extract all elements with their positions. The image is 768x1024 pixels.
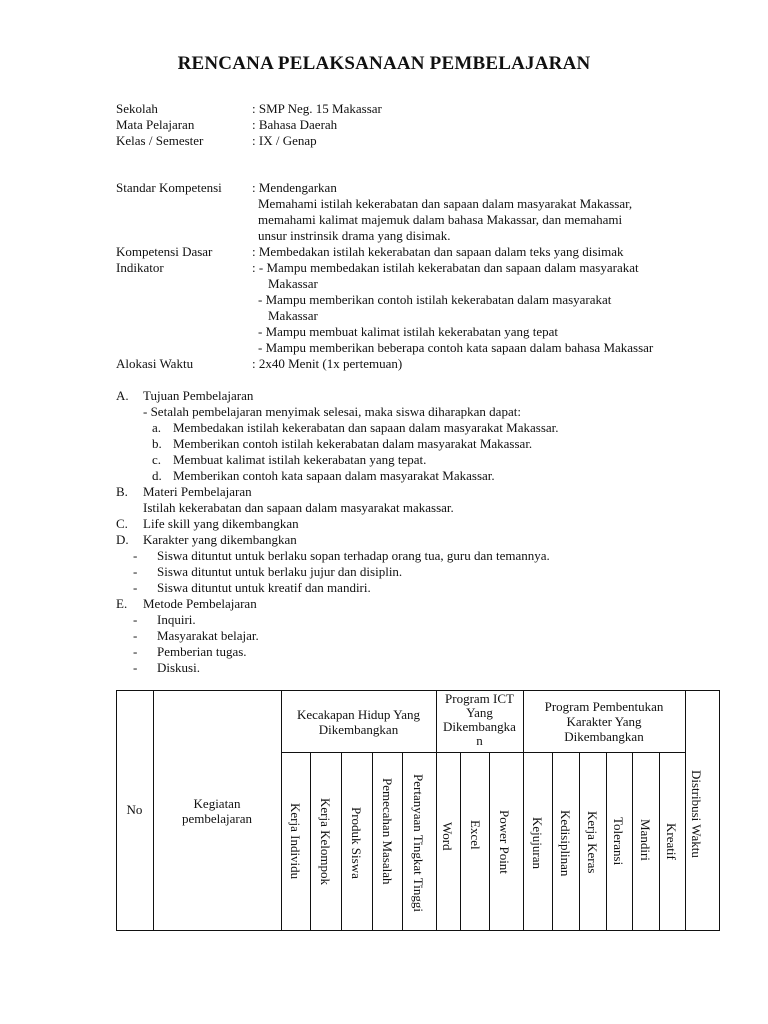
list-marker: a.	[152, 420, 162, 435]
header-kecakapan-line: Dikembangkan	[318, 722, 399, 737]
list-item: Siswa dituntut untuk kreatif dan mandiri.	[157, 580, 371, 595]
list-item: Membedakan istilah kekerabatan dan sapaan dalam masyarakat Makassar.	[173, 420, 559, 435]
activity-table	[116, 690, 720, 930]
section-heading: Materi Pembelajaran	[143, 484, 252, 499]
section-marker: B.	[116, 484, 128, 499]
indikator-line: - Mampu memberikan beberapa contoh kata sapaan dalam bahasa Makassar	[258, 340, 654, 355]
label-kelas-semester: Kelas / Semester	[116, 133, 204, 148]
header-karakter-line: Program Pembentukan	[544, 699, 664, 714]
list-marker: c.	[152, 452, 162, 467]
header-col-kedisiplinan: Kedisiplinan	[558, 810, 573, 877]
header-program-karakter	[523, 699, 685, 744]
header-col-power-point: Power Point	[497, 810, 512, 874]
value-standar-kompetensi: : Mendengarkan	[252, 180, 337, 195]
section-heading: Tujuan Pembelajaran	[143, 388, 254, 403]
list-item: Membuat kalimat istilah kekerabatan yang tepat.	[173, 452, 427, 467]
header-col-toleransi: Toleransi	[611, 817, 626, 866]
value-alokasi-waktu: : 2x40 Menit (1x pertemuan)	[252, 356, 403, 371]
section-text: Istilah kekerabatan dan sapaan dalam masyarakat makassar.	[143, 500, 454, 515]
header-no: No	[126, 802, 143, 817]
list-item: Pemberian tugas.	[157, 644, 247, 659]
bullet-dash: -	[133, 644, 138, 659]
document-title: RENCANA PELAKSANAAN PEMBELAJARAN	[177, 53, 591, 74]
bullet-dash: -	[133, 612, 138, 627]
label-alokasi-waktu: Alokasi Waktu	[116, 356, 194, 371]
header-ict-line: Program ICT	[445, 691, 514, 706]
section-intro: - Setalah pembelajaran menyimak selesai, maka siswa diharapkan dapat:	[143, 404, 521, 419]
header-kecakapan-line: Kecakapan Hidup Yang	[296, 707, 421, 722]
indikator-line: - Mampu memberikan contoh istilah kekerabatan dalam masyarakat	[258, 292, 612, 307]
header-col-produk-siswa: Produk Siswa	[349, 807, 364, 879]
header-col-pemecahan-masalah: Pemecahan Masalah	[380, 778, 395, 885]
section-heading: Karakter yang dikembangkan	[143, 532, 297, 547]
header-ict-line: Dikembangka	[443, 719, 516, 734]
header-col-pertanyaan-tingkat-tinggi: Pertanyaan Tingkat Tinggi	[411, 774, 426, 912]
header-ict-line: n	[476, 733, 483, 748]
header-program-ict	[436, 692, 523, 748]
list-marker: d.	[152, 468, 162, 483]
standar-line: memahami kalimat majemuk dalam bahasa Makassar, dan memahami	[258, 212, 623, 227]
list-item: Inquiri.	[157, 612, 196, 627]
bullet-dash: -	[133, 548, 138, 563]
header-karakter-line: Dikembangkan	[564, 729, 644, 744]
header-col-kerja-keras: Kerja Keras	[585, 811, 600, 874]
indikator-line: Makassar	[268, 308, 318, 323]
list-item: Diskusi.	[157, 660, 200, 675]
indikator-line: - Mampu membuat kalimat istilah kekerabatan yang tepat	[258, 324, 558, 339]
bullet-dash: -	[133, 580, 138, 595]
section-heading: Life skill yang dikembangkan	[143, 516, 299, 531]
bullet-dash: -	[133, 564, 138, 579]
header-col-kejujuran: Kejujuran	[530, 817, 545, 869]
label-kompetensi-dasar: Kompetensi Dasar	[116, 244, 213, 259]
value-sekolah: : SMP Neg. 15 Makassar	[252, 101, 382, 116]
value-kompetensi-dasar: : Membedakan istilah kekerabatan dan sapaan dalam teks yang disimak	[252, 244, 624, 259]
header-karakter-line: Karakter Yang	[566, 714, 642, 729]
section-marker: E.	[116, 596, 128, 611]
list-item: Memberikan contoh kata sapaan dalam masyarakat Makassar.	[173, 468, 495, 483]
header-kecakapan-hidup	[281, 707, 436, 737]
value-mata-pelajaran: : Bahasa Daerah	[252, 117, 338, 132]
header-kegiatan-line: Kegiatan	[193, 796, 241, 811]
standar-line: unsur instrinsik drama yang disimak.	[258, 228, 451, 243]
standar-line: Memahami istilah kekerabatan dan sapaan dalam masyarakat Makassar,	[258, 196, 633, 211]
bullet-dash: -	[133, 660, 138, 675]
list-marker: b.	[152, 436, 162, 451]
section-marker: D.	[116, 532, 129, 547]
section-marker: C.	[116, 516, 128, 531]
list-item: Masyarakat belajar.	[157, 628, 259, 643]
list-item: Siswa dituntut untuk berlaku sopan terhadap orang tua, guru dan temannya.	[157, 548, 550, 563]
header-kegiatan-line: pembelajaran	[181, 811, 252, 826]
section-marker: A.	[116, 388, 129, 403]
header-kegiatan	[153, 796, 281, 826]
header-col-word: Word	[440, 822, 455, 851]
indikator-line: Makassar	[268, 276, 318, 291]
label-mata-pelajaran: Mata Pelajaran	[116, 117, 195, 132]
label-standar-kompetensi: Standar Kompetensi	[116, 180, 222, 195]
header-ict-line: Yang	[466, 705, 493, 720]
indikator-line: : - Mampu membedakan istilah kekerabatan dan sapaan dalam masyarakat	[252, 260, 639, 275]
header-col-mandiri: Mandiri	[638, 819, 653, 861]
label-indikator: Indikator	[116, 260, 164, 275]
header-col-kerja-kelompok: Kerja Kelompok	[318, 798, 333, 886]
label-sekolah: Sekolah	[116, 101, 158, 116]
bullet-dash: -	[133, 628, 138, 643]
list-item: Siswa dituntut untuk berlaku jujur dan disiplin.	[157, 564, 403, 579]
header-distribusi-waktu: Distribusi Waktu	[689, 770, 704, 858]
header-col-kerja-individu: Kerja Individu	[288, 803, 303, 880]
header-col-excel: Excel	[468, 820, 483, 850]
header-col-kreatif: Kreatif	[664, 823, 679, 860]
section-heading: Metode Pembelajaran	[143, 596, 257, 611]
list-item: Memberikan contoh istilah kekerabatan dalam masyarakat Makassar.	[173, 436, 533, 451]
value-kelas-semester: : IX / Genap	[252, 133, 317, 148]
